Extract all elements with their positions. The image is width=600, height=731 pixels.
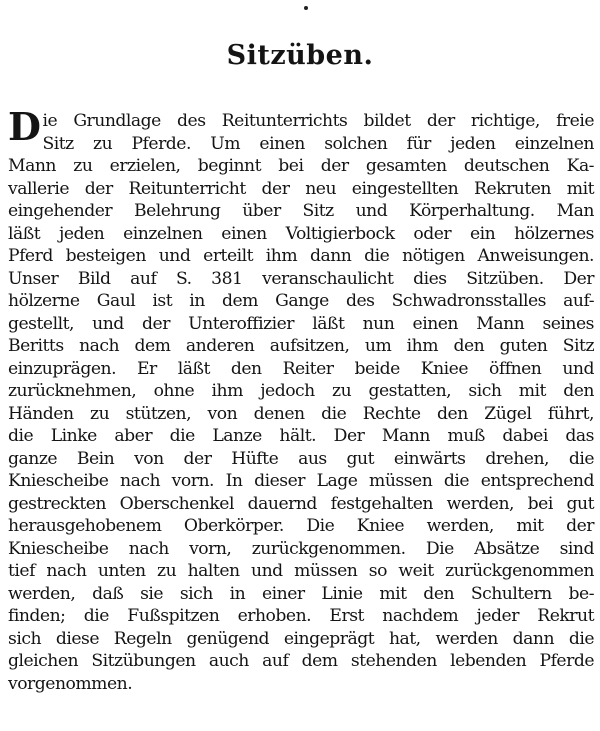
- text-line: Händen zu stützen, von denen die Rechte den Zügel führt,: [8, 403, 594, 424]
- text-line: tief nach unten zu halten und müssen so weit zurückgenommen: [8, 561, 594, 581]
- text-line: Sitz zu Pferde. Um einen solchen für jeden einzelnen: [42, 133, 594, 154]
- text-line: herausgehobenem Oberkörper. Die Kniee werden, mit der: [8, 516, 594, 536]
- text-line: gestreckten Oberschenkel dauernd festgehalten werden, bei gut: [8, 493, 594, 514]
- text-line: ie Grundlage des Reitunterrichts bildet der richtige, freie: [42, 111, 594, 131]
- text-line: Unser Bild auf S. 381 veranschaulicht dies Sitzüben. Der: [8, 268, 594, 289]
- text-line: ganze Bein von der Hüfte aus gut einwärts drehen, die: [8, 448, 594, 469]
- text-line: Kniescheibe nach vorn. In dieser Lage müssen die entsprechend: [8, 471, 594, 491]
- drop-cap: D: [8, 104, 41, 149]
- text-line: einzuprägen. Er läßt den Reiter beide Kniee öffnen und: [8, 358, 594, 379]
- first-line: [8, 104, 594, 155]
- text-line: Mann zu erzielen, beginnt bei der gesamten deutschen Ka-: [8, 156, 594, 176]
- text-line: die Linke aber die Lanze hält. Der Mann muß dabei das: [8, 426, 594, 446]
- text-line: Pferd besteigen und erteilt ihm dann die nötigen Anweisungen.: [8, 246, 594, 266]
- text-line: Beritts nach dem anderen aufsitzen, um ihm den guten Sitz: [8, 336, 594, 356]
- text-line: Kniescheibe nach vorn, zurückgenommen. Die Absätze sind: [8, 538, 594, 559]
- text-line: gestellt, und der Unteroffizier läßt nun einen Mann seines: [8, 313, 594, 334]
- ornament-dot: [304, 6, 308, 10]
- article-body: [8, 104, 594, 695]
- text-line: finden; die Fußspitzen erhoben. Erst nachdem jeder Rekrut: [8, 606, 594, 626]
- text-line: zurücknehmen, ohne ihm jedoch zu gestatten, sich mit den: [8, 381, 594, 401]
- page-title: Sitzüben.: [226, 40, 374, 71]
- text-line: läßt jeden einzelnen einen Voltigierbock oder ein hölzernes: [8, 223, 594, 244]
- text-line: hölzerne Gaul ist in dem Gange des Schwadronsstalles auf-: [8, 291, 594, 311]
- text-line: werden, daß sie sich in einer Linie mit den Schultern be-: [8, 583, 594, 604]
- text-line: sich diese Regeln genügend eingeprägt hat, werden dann die: [8, 628, 594, 649]
- text-line: eingehender Belehrung über Sitz und Körperhaltung. Man: [8, 201, 594, 221]
- text-line: vorgenommen.: [8, 673, 133, 694]
- text-line: gleichen Sitzübungen auch auf dem stehenden lebenden Pferde: [8, 651, 594, 671]
- text-line: vallerie der Reitunterricht der neu eingestellten Rekruten mit: [8, 178, 594, 199]
